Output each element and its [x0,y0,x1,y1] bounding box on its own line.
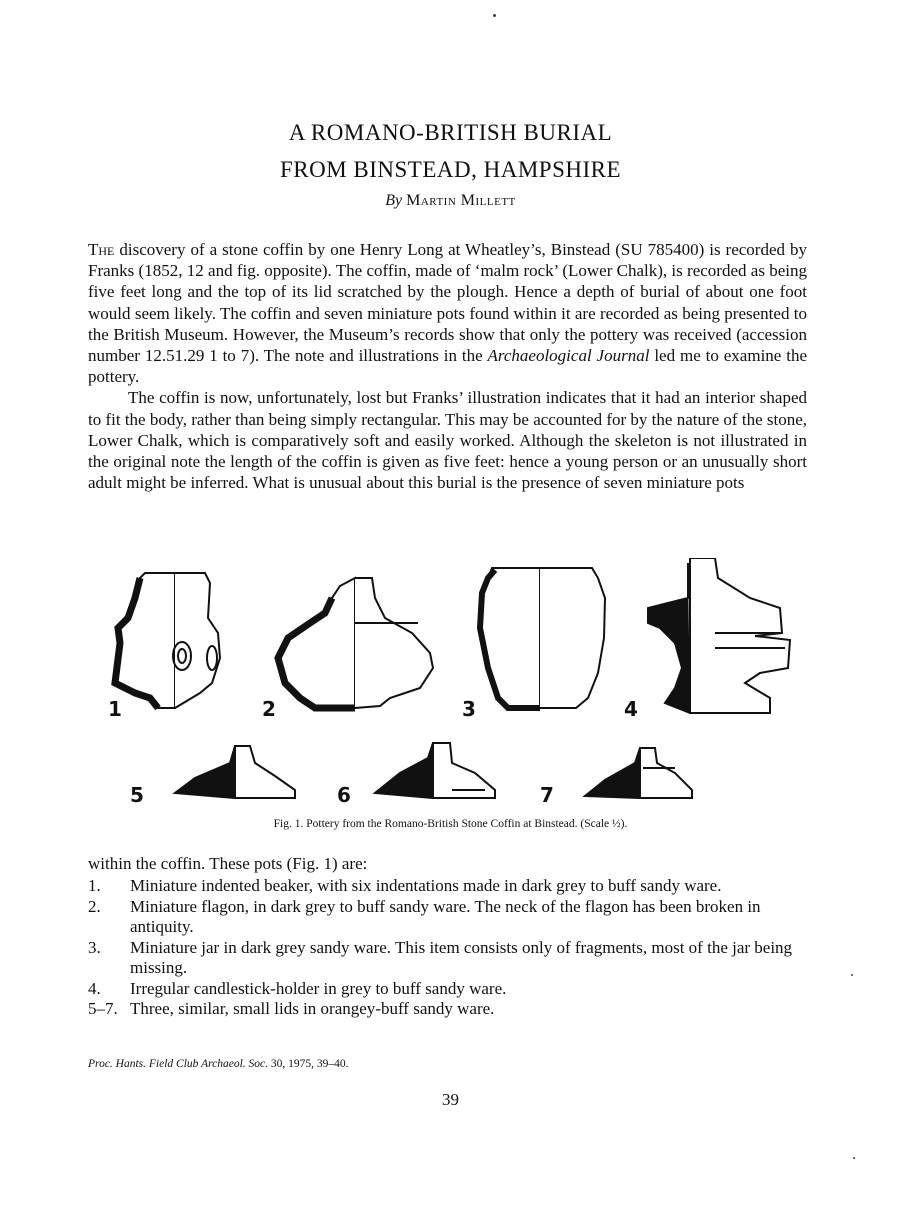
paragraph-1-text: discovery of a stone coffin by one Henry Long at Wheatley’s, Binstead (SU 785400) is recorded by Franks (1852, 12 and fig. opposite). The coffin, made of ‘malm rock’ (Lower Chalk), is recorded as being five feet long and the top of its lid scratched by the plough. Hence a depth of burial of about one foot would seem likely. The coffin and seven miniature pots found within it are recorded as being presented to the British Museum. However, the Museum’s records show that only the pottery was received (accession number 12.51.29 1 to 7). The note and illustrations in the [88,240,807,366]
article-title-line-2: FROM BINSTEAD, HAMPSHIRE [279,157,622,182]
journal-citation-name: Proc. Hants. Field Club Archaeol. Soc. [88,1058,269,1070]
pottery-list [88,876,807,1020]
paragraph-1-end: led me to examine the pottery. [88,346,807,387]
figure-label-4: 4 [624,697,638,721]
pot-1-beaker [115,573,220,708]
journal-citation [88,1058,349,1070]
list-item-text: Miniature flagon, in dark grey to buff sandy ware. The neck of the flagon has been broken in antiquity. [130,896,761,936]
lid-5 [175,746,295,798]
list-item-text: Three, similar, small lids in orangey-buff sandy ware. [130,999,495,1018]
dust-speck [851,974,853,976]
paragraph-2: The coffin is now, unfortunately, lost but Franks’ illustration indicates that it had an interior shaped to fit the body, rather than being simply rectangular. This may be accounted for by the nature of the stone, Lower Chalk, which is comparatively soft and easily worked. Although the skeleton is not illustrated in the original note the length of the coffin is given as five feet: hence a young person or an unusually short adult might be inferred. What is unusual about this burial is the presence of seven miniature pots [88,388,807,493]
list-item-text: Miniature indented beaker, with six indentations made in dark grey to buff sandy ware. [130,876,722,895]
paragraph-1-lead: The [88,240,115,259]
body-text-bottom [88,853,807,874]
figure-label-6: 6 [337,783,351,807]
list-item-number: 3. [88,937,101,957]
list-item [88,938,807,979]
byline-by: By [385,192,403,209]
list-item-number: 5–7. [88,999,118,1018]
byline [0,192,901,210]
body-text-top [88,239,807,493]
pottery-figure [100,558,800,808]
list-item-text: Irregular candlestick-holder in grey to buff sandy ware. [130,978,507,998]
page-number: 39 [442,1090,459,1109]
list-item-number: 4. [88,978,101,998]
list-item [88,876,807,897]
paragraph-3: within the coffin. These pots (Fig. 1) are: [88,854,368,873]
figure-caption: Fig. 1. Pottery from the Romano-British Stone Coffin at Binstead. (Scale ½). [273,818,628,830]
figure-label-7: 7 [540,783,554,807]
list-item [88,979,807,1000]
list-item [88,999,807,1020]
pot-2-flagon [278,578,433,708]
article-title-line-1: A ROMANO-BRITISH BURIAL [288,120,613,145]
journal-title: Archaeological Journal [487,346,650,366]
lid-6 [375,743,495,798]
list-item-number: 2. [88,896,101,916]
dust-speck [853,1157,855,1159]
figure-label-5: 5 [130,783,144,807]
list-item [88,897,807,938]
list-item-number: 1. [88,876,101,895]
figure-label-2: 2 [262,697,276,721]
paragraph-1 [88,239,807,387]
list-item-text: Miniature jar in dark grey sandy ware. This item consists only of fragments, most of the jar being missing. [130,937,793,977]
pot-3-jar [480,568,605,708]
lid-7 [585,748,692,798]
figure-label-1: 1 [108,697,122,721]
dust-speck [493,14,496,17]
journal-citation-volume: 30, 1975, 39–40. [268,1058,349,1070]
pot-4-candlestick-holder [648,558,790,713]
author-name: Martin Millett [406,192,516,209]
figure-label-3: 3 [462,697,476,721]
